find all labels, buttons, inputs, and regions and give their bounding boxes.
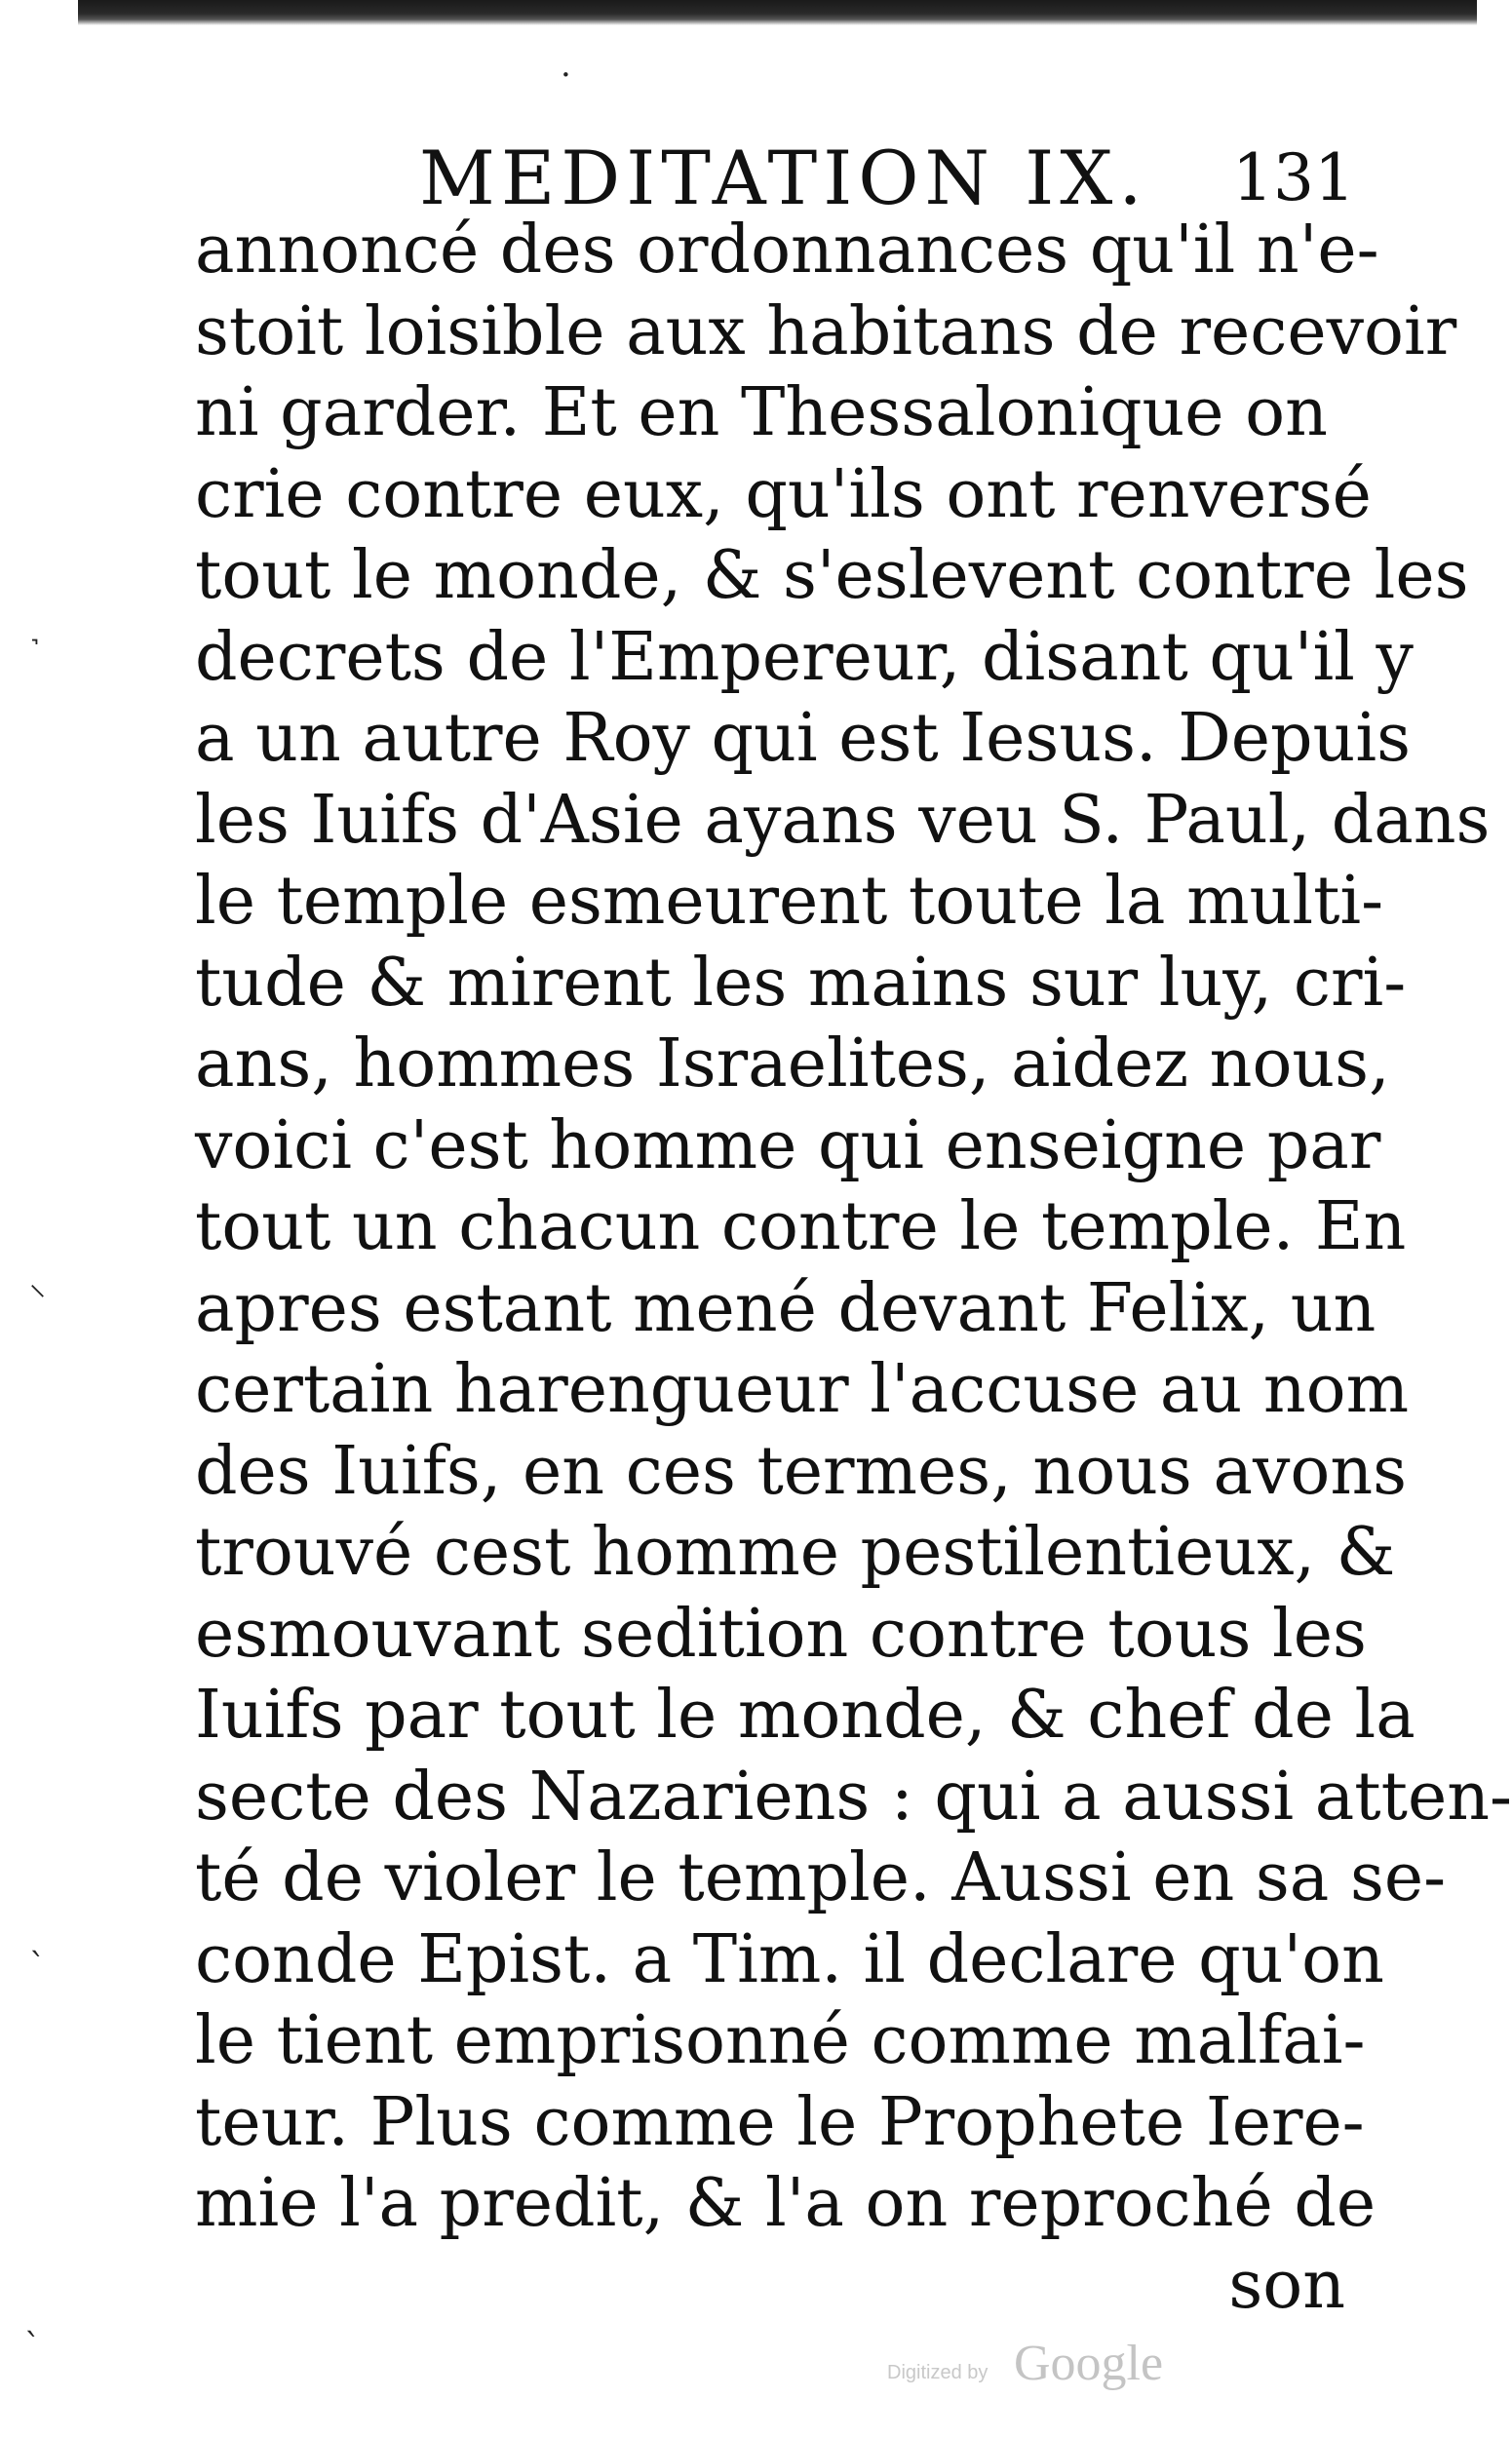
running-title: MEDITATION IX. bbox=[419, 135, 1148, 221]
margin-speck: ⸜ bbox=[29, 1264, 46, 1303]
text-line: mie l'a predit, & l'a on reproché de bbox=[195, 2165, 1376, 2242]
text-line: ans, hommes Israelites, aidez nous, bbox=[195, 1025, 1390, 1102]
margin-speck: ˺ bbox=[29, 631, 41, 670]
text-line: apres estant mené devant Felix, un bbox=[195, 1269, 1376, 1347]
text-line: tout le monde, & s'eslevent contre les bbox=[195, 537, 1469, 614]
text-line: certain harengueur l'accuse au nom bbox=[195, 1351, 1410, 1428]
text-line: secte des Nazariens : qui a aussi atten- bbox=[195, 1758, 1512, 1836]
text-line: decrets de l'Empereur, disant qu'il y bbox=[195, 618, 1414, 696]
digitized-by-label: Digitized by bbox=[887, 2362, 989, 2383]
text-line: voici c'est homme qui enseigne par bbox=[195, 1106, 1381, 1184]
digitization-watermark bbox=[887, 2335, 1297, 2393]
text-line: tude & mirent les mains sur luy, cri- bbox=[195, 944, 1407, 1022]
catchword: son bbox=[1228, 2246, 1345, 2324]
text-line: teur. Plus comme le Prophete Iere- bbox=[195, 2083, 1365, 2161]
text-line: le tient emprisonné comme malfai- bbox=[195, 2002, 1366, 2079]
text-line: esmouvant sedition contre tous les bbox=[195, 1595, 1367, 1673]
text-line: té de violer le temple. Aussi en sa se- bbox=[195, 1839, 1447, 1916]
page-number: 131 bbox=[1232, 140, 1355, 215]
text-line: stoit loisible aux habitans de recevoir bbox=[195, 292, 1457, 370]
text-line: le temple esmeurent toute la multi- bbox=[195, 863, 1384, 940]
text-line: les Iuifs d'Asie ayans veu S. Paul, dans bbox=[195, 781, 1491, 859]
text-line: trouvé cest homme pestilentieux, & bbox=[195, 1514, 1396, 1591]
google-logo: Google bbox=[1014, 2336, 1164, 2391]
text-line: tout un chacun contre le temple. En bbox=[195, 1188, 1407, 1265]
text-line: a un autre Roy qui est Iesus. Depuis bbox=[195, 700, 1411, 777]
body-text bbox=[195, 210, 1512, 2326]
margin-speck: · bbox=[561, 56, 571, 95]
page-top-edge bbox=[78, 0, 1477, 25]
text-line: des Iuifs, en ces termes, nous avons bbox=[195, 1432, 1408, 1510]
text-line: Iuifs par tout le monde, & chef de la bbox=[195, 1677, 1415, 1754]
margin-speck: ˋ bbox=[24, 2327, 41, 2366]
text-line: crie contre eux, qu'ils ont renversé bbox=[195, 455, 1372, 533]
text-line: annoncé des ordonnances qu'il n'e- bbox=[195, 212, 1379, 289]
margin-speck: ˋ bbox=[29, 1947, 46, 1986]
text-line: conde Epist. a Tim. il declare qu'on bbox=[195, 1920, 1384, 1998]
text-line: ni garder. Et en Thessalonique on bbox=[195, 374, 1328, 451]
